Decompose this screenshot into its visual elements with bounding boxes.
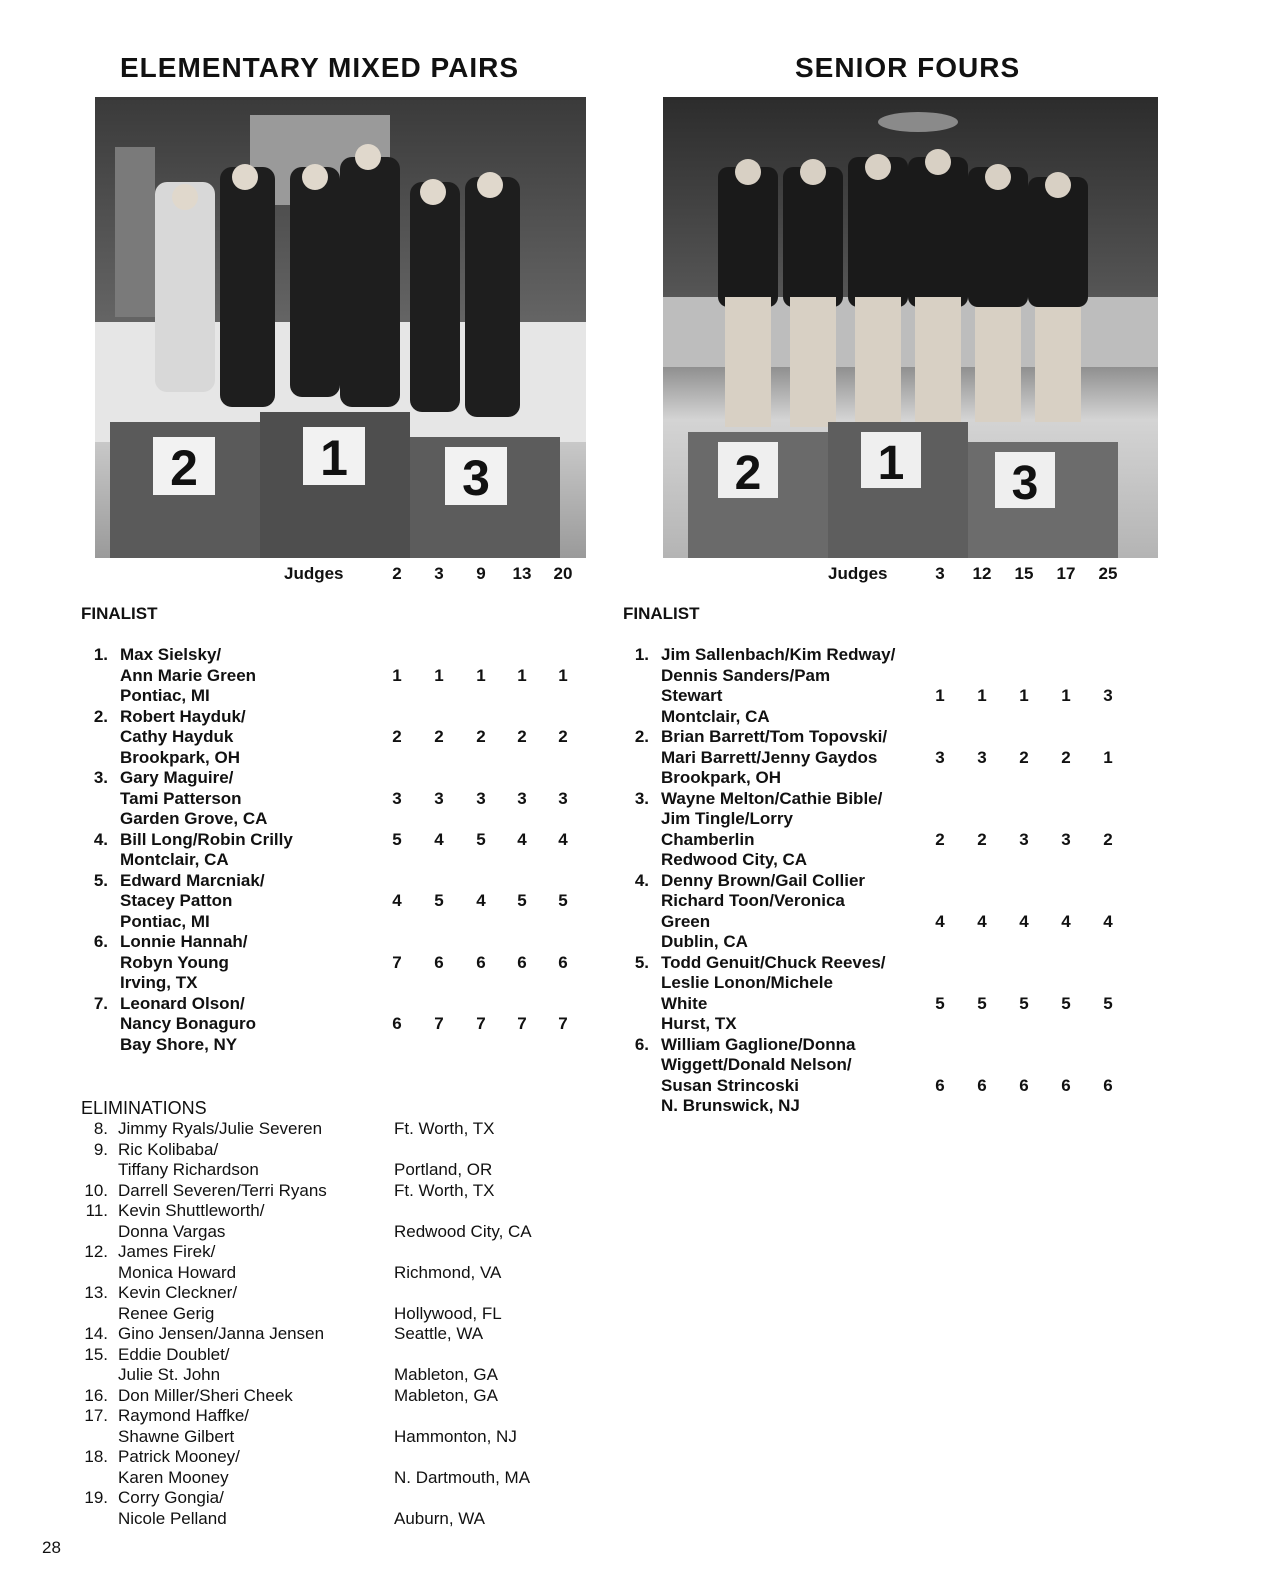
left-finalist-name-line: Leonard Olson/ [120,993,245,1013]
left-section-title: ELEMENTARY MIXED PAIRS [120,52,520,83]
right-judges-label: Judges [828,564,888,583]
left-finalist-name-line: Nancy Bonaguro [120,1014,257,1033]
right-finalist-score: 3 [977,747,987,767]
left-finalist-name-line: Robyn Young [120,952,229,972]
left-finalist-score: 4 [517,829,527,849]
right-finalist-score: 2 [935,829,945,849]
left-finalist-score: 5 [517,891,527,910]
elimination-rank: 8. [93,1119,108,1138]
left-finalist-score: 1 [558,665,568,685]
right-finalist-name-line: Brookpark, OH [661,768,781,787]
right-finalist-name-line: Richard Toon/Veronica [661,891,845,910]
right-finalist-rank: 6. [634,1034,649,1054]
elimination-city: Mableton, GA [394,1365,498,1384]
elimination-rank: 18. [84,1447,108,1466]
right-finalist-name-line: Todd Genuit/Chuck Reeves/ [661,952,886,972]
right-finalist-rank: 4. [634,870,649,890]
right-finalist-name-line: Leslie Lonon/Michele [661,973,833,992]
elimination-rank: 10. [84,1180,108,1200]
right-finalist-score: 4 [1019,911,1029,931]
right-judge-number: 15 [1014,564,1034,583]
left-finalist-score: 6 [558,952,568,972]
right-finalist-score: 5 [935,993,945,1013]
right-finalist-score: 6 [1103,1075,1113,1095]
left-finalist-score: 5 [392,829,402,849]
senior-fours-photo [663,97,1158,558]
left-finalist-score: 2 [517,727,527,746]
left-finalist-name-line: Montclair, CA [120,850,229,869]
left-judge-number: 13 [512,564,532,583]
right-finalist-name-line: Jim Sallenbach/Kim Redway/ [661,645,896,664]
right-finalist-score: 4 [1061,911,1071,931]
left-finalist-name-line: Robert Hayduk/ [120,706,246,726]
right-finalist-name-line: Redwood City, CA [661,850,808,869]
elimination-name-line: Don Miller/Sheri Cheek [118,1385,293,1405]
left-finalist-score: 4 [558,829,568,849]
left-finalist-score: 5 [558,891,568,910]
right-finalist-score: 2 [977,829,987,849]
elimination-rank: 13. [84,1283,108,1302]
right-finalist-name-line: Susan Strincoski [661,1075,799,1095]
elimination-name-line: Renee Gerig [118,1303,215,1323]
podium-number-third: 3 [462,450,490,506]
left-finalist-score: 1 [517,665,527,685]
left-finalist-score: 6 [517,952,527,972]
left-finalist-label: FINALIST [81,604,158,623]
elimination-name-line: Corry Gongia/ [118,1488,224,1507]
right-finalist-name-line: Montclair, CA [661,706,770,726]
left-finalist-score: 6 [434,952,444,972]
right-finalist-score: 3 [1103,686,1113,705]
right-judge-number: 3 [935,564,945,583]
elimination-rank: 11. [85,1201,108,1220]
left-finalist-name-line: Cathy Hayduk [120,727,234,746]
left-finalist-name-line: Tami Patterson [120,788,242,808]
left-finalist-name-line: Garden Grove, CA [120,809,268,828]
left-finalist-name-line: Edward Marcniak/ [120,870,265,890]
elimination-rank: 15. [84,1344,108,1364]
left-finalist-name-line: Bill Long/Robin Crilly [120,829,293,849]
right-finalist-name-line: Stewart [661,686,723,705]
left-finalist-score: 2 [434,727,444,746]
left-finalist-score: 3 [476,788,486,808]
left-finalist-name-line: Max Sielsky/ [120,645,222,664]
elimination-city: N. Dartmouth, MA [394,1467,531,1487]
elimination-name-line: Gino Jensen/Janna Jensen [118,1324,325,1343]
right-finalist-score: 1 [977,686,987,705]
left-judge-number: 9 [476,564,486,583]
podium-number-third-right: 3 [1011,457,1039,510]
elimination-city: Auburn, WA [394,1508,486,1528]
elimination-rank: 17. [84,1406,108,1425]
right-finalist-score: 1 [935,686,945,705]
left-finalist-score: 3 [392,788,402,808]
right-finalist-name-line: Denny Brown/Gail Collier [661,870,866,890]
left-judge-number: 2 [392,564,402,583]
left-finalist-score: 3 [558,788,568,808]
elimination-name-line: James Firek/ [118,1242,216,1261]
right-finalist-name-line: Dennis Sanders/Pam [661,665,831,685]
podium-number-first-right: 1 [877,437,905,490]
right-finalist-name-line: Hurst, TX [661,1014,737,1033]
left-finalist-name-line: Stacey Patton [120,891,233,910]
elimination-city: Hammonton, NJ [394,1426,517,1446]
elementary-pairs-photo [95,97,586,558]
right-finalist-score: 5 [1103,993,1113,1013]
elimination-name-line: Darrell Severen/Terri Ryans [118,1180,327,1200]
podium-number-second-right: 2 [734,447,762,500]
right-finalist-score: 2 [1019,747,1029,767]
left-finalist-score: 5 [476,829,486,849]
left-finalist-score: 2 [392,727,402,746]
elimination-rank: 16. [84,1385,108,1405]
left-finalist-rank: 4. [93,829,108,849]
right-finalist-score: 6 [935,1075,945,1095]
elimination-name-line: Raymond Haffke/ [118,1406,250,1425]
left-finalist-name-line: Gary Maguire/ [120,768,234,787]
elimination-name-line: Karen Mooney [118,1467,229,1487]
left-finalist-score: 3 [517,788,527,808]
left-finalist-score: 1 [392,665,402,685]
right-finalist-score: 4 [977,911,987,931]
elimination-rank: 19. [84,1488,108,1507]
right-finalist-name-line: Dublin, CA [661,932,748,951]
left-finalist-score: 2 [476,727,486,746]
elimination-city: Seattle, WA [394,1324,484,1343]
right-finalist-score: 3 [935,747,945,767]
left-finalist-name-line: Irving, TX [120,973,198,992]
elimination-name-line: Donna Vargas [118,1221,226,1241]
right-finalist-name-line: William Gaglione/Donna [661,1034,856,1054]
right-finalist-name-line: Green [661,911,711,931]
right-judge-number: 17 [1056,564,1076,583]
left-finalist-score: 5 [434,891,444,910]
left-judge-number: 20 [553,564,573,583]
right-finalist-name-line: Mari Barrett/Jenny Gaydos [661,747,878,767]
right-finalist-score: 6 [1061,1075,1071,1095]
left-finalist-score: 7 [434,1014,444,1033]
elimination-name-line: Shawne Gilbert [118,1426,235,1446]
right-finalist-score: 2 [1103,829,1113,849]
right-judge-number: 12 [972,564,992,583]
right-finalist-score: 5 [1061,993,1071,1013]
left-finalist-rank: 3. [93,768,108,787]
elimination-city: Mableton, GA [394,1385,498,1405]
left-finalist-name-line: Bay Shore, NY [120,1034,238,1054]
left-finalist-score: 3 [434,788,444,808]
right-finalist-name-line: White [661,993,708,1013]
elimination-city: Ft. Worth, TX [394,1119,495,1138]
right-finalist-score: 3 [1061,829,1071,849]
right-finalist-score: 4 [935,911,945,931]
page-number: 28 [42,1538,61,1557]
left-finalist-score: 7 [558,1014,568,1033]
right-section-title: SENIOR FOURS [795,52,1021,83]
right-finalist-name-line: Chamberlin [661,829,755,849]
elimination-name-line: Eddie Doublet/ [118,1344,230,1364]
elimination-name-line: Ric Kolibaba/ [118,1139,219,1159]
right-finalist-name-line: N. Brunswick, NJ [661,1096,800,1115]
elimination-city: Redwood City, CA [394,1221,532,1241]
left-judges-label: Judges [284,564,344,583]
right-finalist-rank: 1. [634,645,649,664]
elimination-city: Hollywood, FL [394,1303,502,1323]
elimination-rank: 12. [84,1242,108,1261]
left-finalist-score: 1 [476,665,486,685]
elimination-city: Portland, OR [394,1160,493,1179]
right-finalist-name-line: Wayne Melton/Cathie Bible/ [661,788,883,808]
right-judge-number: 25 [1098,564,1118,583]
right-finalist-score: 6 [1019,1075,1029,1095]
right-finalist-score: 5 [1019,993,1029,1013]
right-finalist-score: 6 [977,1075,987,1095]
right-finalist-score: 2 [1061,747,1071,767]
elimination-name-line: Tiffany Richardson [118,1160,259,1179]
right-finalist-label: FINALIST [623,604,700,623]
left-finalist-name-line: Brookpark, OH [120,747,240,767]
left-finalist-rank: 6. [93,932,108,951]
elimination-name-line: Julie St. John [118,1365,221,1384]
right-finalist-rank: 2. [634,727,649,746]
right-finalist-score: 1 [1103,747,1113,767]
left-finalist-score: 2 [558,727,568,746]
left-finalist-score: 1 [434,665,444,685]
left-finalist-score: 7 [392,952,402,972]
elimination-rank: 9. [93,1139,108,1159]
left-finalist-score: 4 [392,891,402,910]
elimination-name-line: Kevin Shuttleworth/ [118,1201,265,1220]
elimination-name-line: Kevin Cleckner/ [118,1283,238,1302]
left-finalist-score: 7 [517,1014,527,1033]
left-finalist-name-line: Pontiac, MI [120,911,210,931]
right-finalist-score: 1 [1019,686,1029,705]
left-finalist-rank: 5. [93,870,108,890]
left-finalist-score: 7 [476,1014,486,1033]
elimination-name-line: Monica Howard [118,1262,237,1282]
right-finalist-name-line: Jim Tingle/Lorry [661,809,793,828]
elimination-city: Ft. Worth, TX [394,1180,495,1200]
left-finalist-name-line: Lonnie Hannah/ [120,932,248,951]
left-finalist-rank: 1. [93,645,108,664]
elimination-rank: 14. [84,1324,108,1343]
right-finalist-name-line: Wiggett/Donald Nelson/ [661,1055,852,1074]
podium-number-first: 1 [320,430,348,486]
elimination-city: Richmond, VA [394,1262,502,1282]
left-finalist-name-line: Pontiac, MI [120,686,210,705]
elimination-name-line: Jimmy Ryals/Julie Severen [118,1119,323,1138]
left-finalist-score: 4 [476,891,486,910]
right-finalist-score: 3 [1019,829,1029,849]
elimination-name-line: Patrick Mooney/ [118,1447,240,1466]
left-finalist-score: 4 [434,829,444,849]
left-finalist-score: 6 [476,952,486,972]
right-finalist-score: 1 [1061,686,1071,705]
right-finalist-score: 5 [977,993,987,1013]
right-finalist-score: 4 [1103,911,1113,931]
podium-number-second: 2 [170,440,198,496]
eliminations-label: ELIMINATIONS [81,1098,207,1118]
left-finalist-score: 6 [392,1014,402,1033]
left-judge-number: 3 [434,564,444,583]
right-finalist-rank: 5. [634,952,649,972]
left-finalist-name-line: Ann Marie Green [120,665,257,685]
elimination-name-line: Nicole Pelland [118,1508,227,1528]
left-finalist-rank: 2. [93,706,108,726]
right-finalist-name-line: Brian Barrett/Tom Topovski/ [661,727,888,746]
right-finalist-rank: 3. [634,788,649,808]
left-finalist-rank: 7. [93,993,108,1013]
